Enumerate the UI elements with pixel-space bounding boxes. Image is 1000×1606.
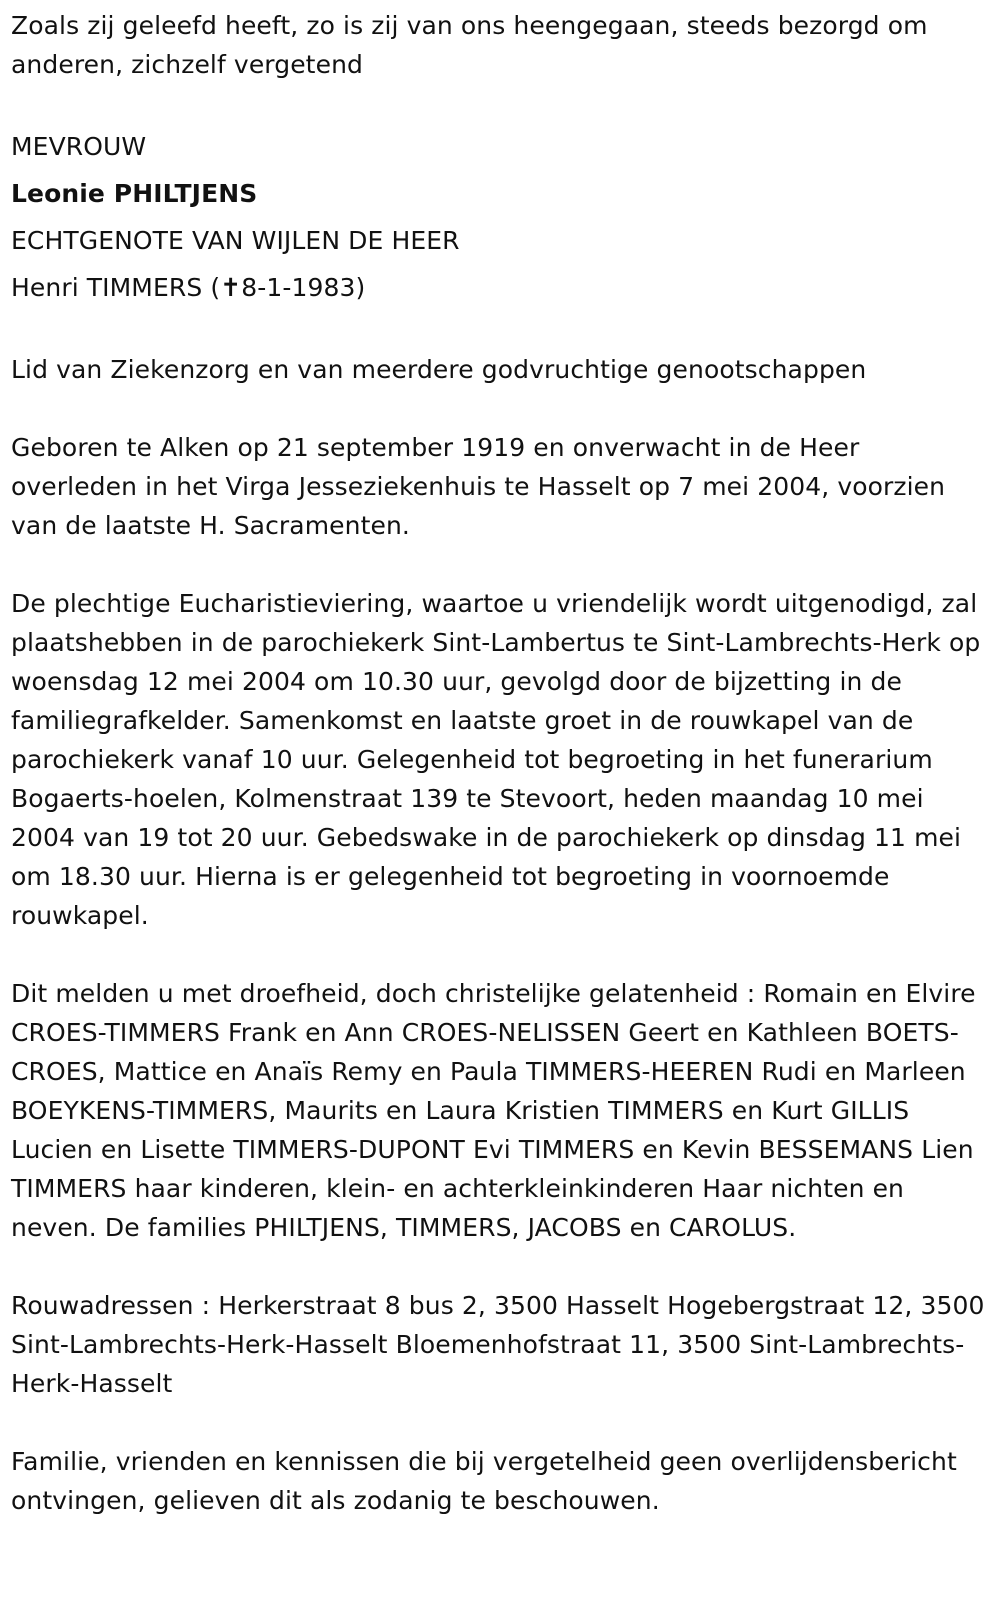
spouse-name: Henri TIMMERS (✝8-1-1983) [11, 273, 366, 302]
spacer [11, 545, 988, 584]
title-mevrouw: MEVROUW [11, 132, 147, 161]
motto-text: Zoals zij geleefd heeft, zo is zij van ons heengegaan, steeds bezorgd om anderen, zichzelf vergetend [11, 11, 936, 79]
spacer [11, 84, 988, 123]
addresses-text: Rouwadressen : Herkerstraat 8 bus 2, 3500 Hasselt Hogebergstraat 12, 3500 Sint-Lambrechts-Herk-Hasselt Bloemenhofstraat 11, 3500 Sint-Lambrechts-Herk-Hasselt [11, 1291, 993, 1398]
birth-death-text: Geboren te Alken op 21 september 1919 en onverwacht in de Heer overleden in het Virga Jesseziekenhuis te Hasselt op 7 mei 2004, voorzien van de laatste H. Sacramenten. [11, 433, 954, 540]
spacer [11, 1247, 988, 1286]
closing-text: Familie, vrienden en kennissen die bij vergetelheid geen overlijdensbericht ontvingen, gelieven dit als zodanig te beschouwen. [11, 1447, 965, 1515]
spacer [11, 935, 988, 974]
spacer [11, 1403, 988, 1442]
spouse-line: ECHTGENOTE VAN WIJLEN DE HEER [11, 226, 460, 255]
family-text: Dit melden u met droefheid, doch christelijke gelatenheid : Romain en Elvire CROES-TIMMERS Frank en Ann CROES-NELISSEN Geert en Kathleen BOETS-CROES, Mattice en Anaïs Remy en Paula TIMMERS-HEEREN Rudi en Marleen BOEYKENS-TIMMERS, Maurits en Laura Kristien TIMMERS en Kurt GILLIS Lucien en Lisette TIMMERS-DUPONT Evi TIMMERS en Kevin BESSEMANS Lien TIMMERS haar kinderen, klein- en achterkleinkinderen Haar nichten en neven. De families PHILTJENS, TIMMERS, JACOBS en CAROLUS. [11, 979, 984, 1242]
spacer [11, 389, 988, 428]
membership-text: Lid van Ziekenzorg en van meerdere godvruchtige genootschappen [11, 355, 867, 384]
ceremony-text: De plechtige Eucharistieviering, waartoe u vriendelijk wordt uitgenodigd, zal plaatshebben in de parochiekerk Sint-Lambertus te Sint-Lambrechts-Herk op woensdag 12 mei 2004 om 10.30 uur, gevolgd door de bijzetting in de familiegrafkelder. Samenkomst en laatste groet in de rouwkapel van de parochiekerk vanaf 10 uur. Gelegenheid tot begroeting in het funerarium Bogaerts-hoelen, Kolmenstraat 139 te Stevoort, heden maandag 10 mei 2004 van 19 tot 20 uur. Gebedswake in de parochiekerk op dinsdag 11 mei om 18.30 uur. Hierna is er gelegenheid tot begroeting in voornoemde rouwkapel. [11, 589, 989, 930]
deceased-name: Leonie PHILTJENS [11, 179, 258, 208]
spacer [11, 311, 988, 350]
